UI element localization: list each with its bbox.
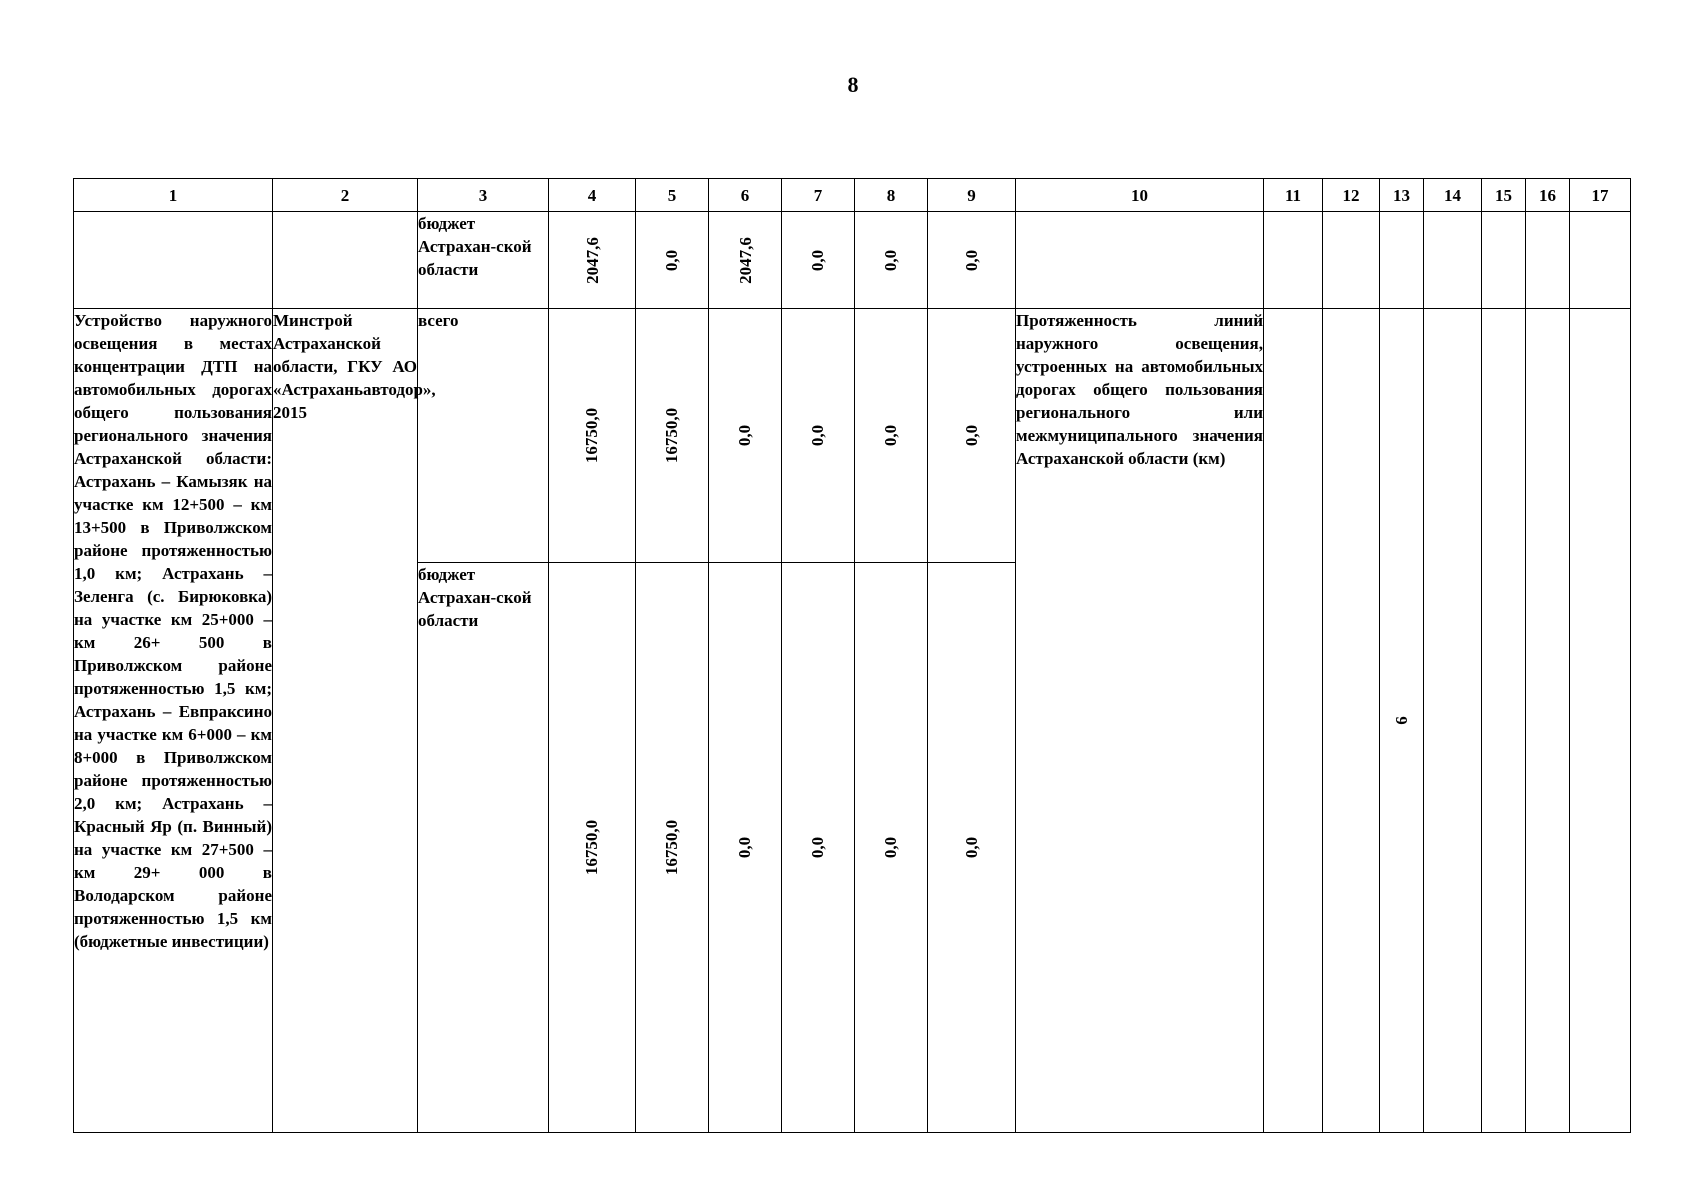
amount-cell: 0,0 <box>962 836 981 859</box>
funding-source: всего <box>418 309 549 563</box>
amount-cell: 16750,0 <box>662 819 682 876</box>
executor: Минстрой Астраханской области, ГКУ АО «Астраханьавтодор», 2015 <box>273 309 418 1133</box>
col-number: 16 <box>1526 179 1570 212</box>
col-number: 17 <box>1570 179 1631 212</box>
col-number: 10 <box>1016 179 1264 212</box>
col-number: 15 <box>1482 179 1526 212</box>
amount-cell: 0,0 <box>662 249 682 271</box>
amount-cell: 0,0 <box>735 836 755 859</box>
amount-cell: 0,0 <box>808 836 828 859</box>
amount-cell: 0,0 <box>881 249 901 271</box>
amount-cell: 0,0 <box>881 836 901 859</box>
funding-source: бюджет Астрахан-ской области <box>418 212 549 309</box>
amount-cell: 16750,0 <box>582 407 602 464</box>
col-number: 13 <box>1380 179 1424 212</box>
page-number: 8 <box>847 72 859 97</box>
col-number: 8 <box>855 179 928 212</box>
funding-source: бюджет Астрахан-ской области <box>418 562 549 1132</box>
amount-cell: 0,0 <box>962 249 981 271</box>
amount-cell: 0,0 <box>962 424 981 447</box>
amount-cell: 0,0 <box>808 424 828 447</box>
amount-cell: 2047,6 <box>582 236 602 284</box>
indicator-description: Протяженность линий наружного освещения, устроенных на автомобильных дорогах общего пользования регионального или межмуниципального значения Астраханской области (км) <box>1016 309 1264 1133</box>
amount-cell: 2047,6 <box>735 236 755 284</box>
col-number: 14 <box>1424 179 1482 212</box>
col-number: 3 <box>418 179 549 212</box>
col13-value: 6 <box>1392 716 1411 725</box>
col-number: 11 <box>1264 179 1323 212</box>
col-number: 1 <box>74 179 273 212</box>
col-number: 4 <box>549 179 636 212</box>
col-number: 2 <box>273 179 418 212</box>
col-number: 6 <box>709 179 782 212</box>
amount-cell: 0,0 <box>808 249 828 271</box>
col-number: 9 <box>928 179 1016 212</box>
col-number: 12 <box>1323 179 1380 212</box>
amount-cell: 0,0 <box>735 424 755 447</box>
program-table <box>73 178 1631 1133</box>
amount-cell: 0,0 <box>881 424 901 447</box>
measure-description: Устройство наружного освещения в местах концентрации ДТП на автомобильных дорогах общего пользования регионального значения Астраханской области: Астрахань – Камызяк на участке км 12+500 – км 13+500 в Приволжском районе протяженностью 1,0 км; Астрахань – Зеленга (с. Бирюковка) на участке км 25+000 – км 26+ 500 в Приволжском районе протяженностью 1,5 км; Астрахань – Евпраксино на участке км 6+000 – км 8+000 в Приволжском районе протяженностью 2,0 км; Астрахань – Красный Яр (п. Винный) на участке км 27+500 – км 29+ 000 в Володарском районе протяженностью 1,5 км (бюджетные инвестиции) <box>74 309 273 1133</box>
amount-cell: 16750,0 <box>662 407 682 464</box>
amount-cell: 16750,0 <box>582 819 602 876</box>
col-number: 5 <box>636 179 709 212</box>
col-number: 7 <box>782 179 855 212</box>
table-row <box>74 212 1631 309</box>
table-row <box>74 309 1631 563</box>
header-row <box>74 179 1631 212</box>
